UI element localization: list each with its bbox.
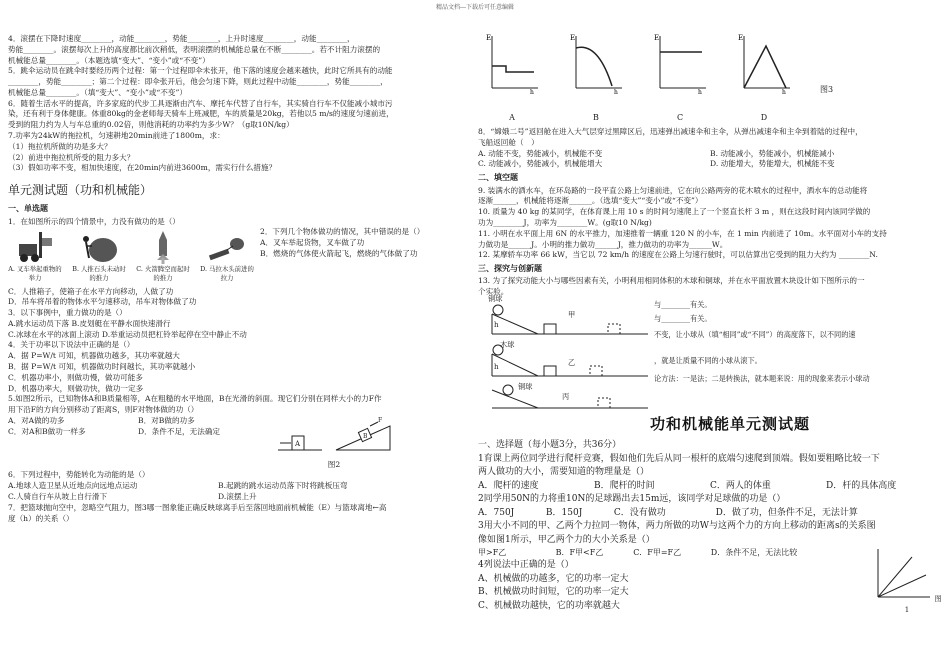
intro-block <box>8 34 466 174</box>
intro-line: ________，势能________；第二个过程：即伞张开后，他会匀速下降，则此过程中动能________，势能________， <box>8 77 388 87</box>
svg-text:F: F <box>378 416 383 424</box>
option: C．人推箱子，使箱子在水平方向移动，人做了功 <box>8 286 174 296</box>
ball-label: 木球 <box>500 340 515 350</box>
exercise-1: 1育课上两位同学进行爬杆竞赛，假如他们先后从同一根杆的底端匀速爬到顶端。假如要粗略比较一下 <box>478 453 880 464</box>
graph-label: C <box>676 112 684 122</box>
ball-label: 铜球 <box>488 294 503 304</box>
question-12: 12. 某摩轿车功率 66 kW，当它以 72 km/h 的速度在公路上匀速行驶时，可以估算出它受到的阻力大约为 ________N. <box>478 250 878 260</box>
q1-figures <box>8 230 254 283</box>
setup-label: 丙 <box>562 392 570 402</box>
figure-label: A. 叉车举起重物的举力 <box>8 265 62 283</box>
question-10: 10. 质量为 40 kg 的某同学，在体育课上用 10 s 的时间匀速爬上了一个竖直长杆 3 m ，则在这段时间内该同学做的 <box>478 207 871 217</box>
option: D．条件不足，无法确定 <box>138 426 221 436</box>
figure-c <box>136 230 190 283</box>
svg-text:B: B <box>363 432 368 440</box>
graph-b <box>568 32 624 123</box>
intro-line: （2）前进中拖拉机所受的阻力多大？ <box>8 152 135 162</box>
question-11: 11. 小明在水平面上用 6N 的水平推力，加速推着一辆重 120 N 的小车，在 1 min 内前进了 10m。水平面对小车的支持 <box>478 228 887 238</box>
exercise-3-cont: 像如图1所示，甲乙两个力的大小关系是（） <box>478 534 655 545</box>
option: D.滚摆上升 <box>218 492 257 502</box>
axis-label: h <box>614 89 618 94</box>
unit-title: 单元测试题（功和机械能） <box>8 183 153 198</box>
question-7: 7．把篮球抛向空中，忽略空气阻力，图3哪一图象能正确反映球离手后至落回地面前机械能（E）与篮球离地←高 <box>8 502 387 512</box>
figure-d <box>200 230 254 283</box>
option: D．杆的具体高度 <box>826 480 897 491</box>
figure-b <box>72 230 126 283</box>
option: B. 动能减小，势能减小，机械能减小 <box>710 148 835 158</box>
question-6: 6．下列过程中，势能转化为动能的是（） <box>8 470 150 480</box>
option: A. 动能不变，势能减小，机械能不变 <box>478 148 603 158</box>
intro-line: 势能________。滚摆每次上升的高度都比前次稍低，表明滚摆的机械能总量在不断________。若不计阻力滚摆的 <box>8 44 381 54</box>
option: B.起跳的跳水运动员落下时将跳板压弯 <box>218 481 348 491</box>
option: B．F甲<F乙 <box>555 548 604 558</box>
option: B、机械做功时间短，它的功率一定大 <box>478 587 629 598</box>
option: B．爬杆的时间 <box>594 480 655 491</box>
graph-label: A <box>509 112 515 122</box>
option: C．F甲=F乙 <box>633 548 682 558</box>
option: C．对A和B做功一样多 <box>8 426 86 436</box>
figure-label: D. 马拉木头前进的拉力 <box>200 265 254 283</box>
option: A．对A做的功多 <box>8 415 65 425</box>
figure-a <box>8 230 62 283</box>
option: B．对B做的功多 <box>138 415 195 425</box>
option: D. 动能增大，势能增大，机械能不变 <box>710 159 835 169</box>
option: C.冰球在水平的冰面上滚动 D.举重运动员把杠铃举起停在空中静止不动 <box>8 329 247 339</box>
section-heading: 三、探究与创新题 <box>478 263 542 274</box>
option: D．机器功率大，则做功快，做功一定多 <box>8 383 144 393</box>
rocket-icon <box>143 230 183 264</box>
figure-3-caption: 图3 <box>820 84 834 94</box>
rock-push-icon <box>79 230 119 264</box>
question-13: 13. 为了探究动能大小与哪些因素有关，小明利用相同体积的木球和铜球，并在水平面放置木块设计如下图所示的一 <box>478 276 865 286</box>
setup-label: 乙 <box>568 358 576 368</box>
exercise-4: 4列说法中正确的是（） <box>478 560 574 571</box>
option: A．750J <box>478 507 515 518</box>
question-9-cont: 逐渐______，机械能将逐渐______。（选填“变大”“变小”或“不变”） <box>478 196 703 206</box>
question-2-stem: 2．下列几个物体做功的情况，其中错误的是（） <box>260 227 425 237</box>
question-8-cont: 飞船返回舱（ ） <box>478 137 539 147</box>
intro-line: 5．跳伞运动员在跳伞时要经历两个过程：第一个过程即伞未张开，他下落的速度会越来越快，此时它所具有的动能 <box>8 66 393 76</box>
figure-1-caption: 图1 <box>904 595 942 614</box>
question-7-cont: 度（h）的关系（） <box>8 513 74 523</box>
forklift-icon <box>15 230 55 264</box>
axis-label: E <box>738 34 744 42</box>
axis-label: h <box>782 89 786 94</box>
axis-label: E <box>486 34 492 42</box>
axis-label: E <box>570 34 576 42</box>
exercise-3: 3用大小不同的甲、乙两个力拉同一物体，两力所做的功W与这两个力的方向上移动的距离s的关系图 <box>478 521 876 532</box>
figure-1 <box>872 547 942 615</box>
setup-label: 甲 <box>568 310 576 320</box>
figure-3-graphs <box>484 32 942 123</box>
figure-label: C. 火箭腾空而起时的推力 <box>136 265 190 283</box>
option: D．做了功，但条件不足，无法计算 <box>715 507 858 518</box>
option: C.人骑自行车从坡上自行滑下 <box>8 492 108 502</box>
figure-2 <box>274 416 394 471</box>
height-label: h <box>494 362 499 372</box>
answer-line: 不变，让小球从（填“相同”或“不同”）的高度落下，以不同的速 <box>654 330 856 340</box>
intro-line: 受到的阻力约为人与车总重的0.02倍，则他消耗的功率约为多少W？（g取10N/kg） <box>8 120 294 130</box>
page-header: 精品文档---下载后可任意编辑 <box>435 4 515 11</box>
intro-line: （3）假如功率不变，相加快速度，在20min内前进3600m，需实行什么措施？ <box>8 163 277 173</box>
graph-label: B <box>593 112 599 122</box>
intro-line: 6．随着生活水平的提高，许多家庭的代步工具逐渐由汽车、摩托车代替了自行车，其实骑自行车不仅能减小城市污 <box>8 98 393 108</box>
exercise-1-cont: 两人做功的大小，需要知道的物理量是（） <box>478 467 650 478</box>
experiment-diagram <box>478 294 942 412</box>
option: B．燃烧的气体使火箭起飞，燃烧的气体做了功 <box>260 248 418 258</box>
question-5: 5.如图2所示，已知物体A和B质量相等，A在粗糙的水平地面，B在光滑的斜面。现它们分别在同样大小的力F作 <box>8 394 382 404</box>
intro-line: 4．滚摆在下降时速度________，动能________，势能________，上升时速度________，动能________， <box>8 34 355 43</box>
section-heading: 二、填空题 <box>478 172 518 183</box>
answer-line: 与________有关。 <box>654 300 712 310</box>
question-13-cont: 个实验。 <box>478 287 509 297</box>
ball-label: 铜球 <box>518 382 533 392</box>
exercise-2: 2同学用50N的力将重10N的足球踢出去15m远，该同学对足球做的功是（） <box>478 494 786 505</box>
axis-label: h <box>698 89 702 94</box>
question-9: 9. 装满水的洒水车，在环岛路的一段平直公路上匀速前进，它在向公路两旁的花木喷水的过程中，洒水车的总动能将 <box>478 185 868 195</box>
left-column <box>8 34 466 524</box>
graph-a <box>484 32 540 123</box>
figure-2-caption: 图2 <box>327 459 341 469</box>
work-distance-graph-icon <box>872 547 932 601</box>
question-10-cont: 功为________J，功率为________W。(g取10 N/kg) <box>478 217 652 227</box>
option: A．叉车举起货物，叉车做了功 <box>260 238 365 248</box>
question-4: 4．关于功率以下说法中正确的是（） <box>8 340 135 350</box>
graph-d <box>736 32 792 123</box>
option: A．据 P=W/t 可知，机器做功越多，其功率就越大 <box>8 351 180 361</box>
option: B．150J <box>545 507 583 518</box>
intro-line: 染，还有利于身体健康。体重80kg的金老师每天骑车上班减肥，车的质量是20kg，若他以5 m/s的速度匀速前进， <box>8 109 394 119</box>
option: A.跳水运动员下落 B.皮划艇在平静水面快速滑行 <box>8 318 171 328</box>
graph-c <box>652 32 708 123</box>
option: C．没有做功 <box>613 507 666 518</box>
option: B．据 P=W/t 可知，机器做功时间越长，其功率就越小 <box>8 361 196 371</box>
graph-label: D <box>760 112 768 122</box>
option: C．两人的体重 <box>710 480 771 491</box>
axis-label: h <box>530 89 534 94</box>
option: 甲>F乙 <box>478 548 507 558</box>
axis-label: E <box>654 34 660 42</box>
section-heading: 一、单选题 <box>8 203 48 214</box>
big-title: 功和机械能单元测试题 <box>649 415 810 434</box>
option: C. 动能减小，势能减小，机械能增大 <box>478 159 603 169</box>
option: D．吊车将吊着的物体水平匀速移动，吊车对物体做了功 <box>8 297 197 307</box>
intro-line: 机械能总量________。（本题选填“变大”、“变小”或“不变”） <box>8 55 210 65</box>
option: A.地球人造卫星从近地点向远地点运动 <box>8 481 138 491</box>
option: C．机器功率小，则做功慢，做功可能多 <box>8 372 143 382</box>
intro-line: 机械能总量________。（填“变大”、“变小”或“不变”） <box>8 87 187 97</box>
option: A．爬杆的速度 <box>478 480 539 491</box>
question-11-cont: 力做功是______J。小明的推力做功______J，推力做功的功率为______W。 <box>478 239 728 249</box>
answer-line: 与________有关。 <box>654 314 712 324</box>
right-column <box>478 28 942 615</box>
intro-line: 7.功率为24kW的拖拉机，匀速耕地20min前进了1800m，求： <box>8 131 225 141</box>
svg-text:A: A <box>295 439 301 448</box>
answer-line: ，就是让质量不同的小球从滚下。 <box>654 356 762 366</box>
incline-diagram-icon <box>274 416 394 456</box>
height-label: h <box>494 320 499 330</box>
question-8: 8．“嫦娥二号”返回舱在进入大气层穿过黑障区后，迅速弹出减速伞和主伞，从弹出减速伞和主伞到着陆的过程中， <box>478 127 863 137</box>
question-3: 3．以下事例中，重力做功的是（） <box>8 308 127 318</box>
horse-log-icon <box>207 230 247 264</box>
section-heading: 一、选择题（每小题3分，共36分） <box>478 440 622 451</box>
answer-line: 论方法：一是法；二是转换法，就本题来说：用的现象来表示小球动 <box>654 374 870 384</box>
option: A、机械做的功越多，它的功率一定大 <box>478 573 629 584</box>
option: D．条件不足，无法比较 <box>710 548 798 558</box>
question-5-cont: 用下沿F的方向分别移动了距离S，则F对物体做的功（） <box>8 405 199 415</box>
question-2 <box>260 227 466 286</box>
question-1: 1．在如图所示的四个情景中，力没有做功的是（） <box>8 216 180 226</box>
option: C、机械做功越快，它的功率就越大 <box>478 600 620 611</box>
intro-line: （1）拖拉机所做的功是多大？ <box>8 141 112 151</box>
figure-label: B. 人推石头未动时的推力 <box>72 265 126 283</box>
